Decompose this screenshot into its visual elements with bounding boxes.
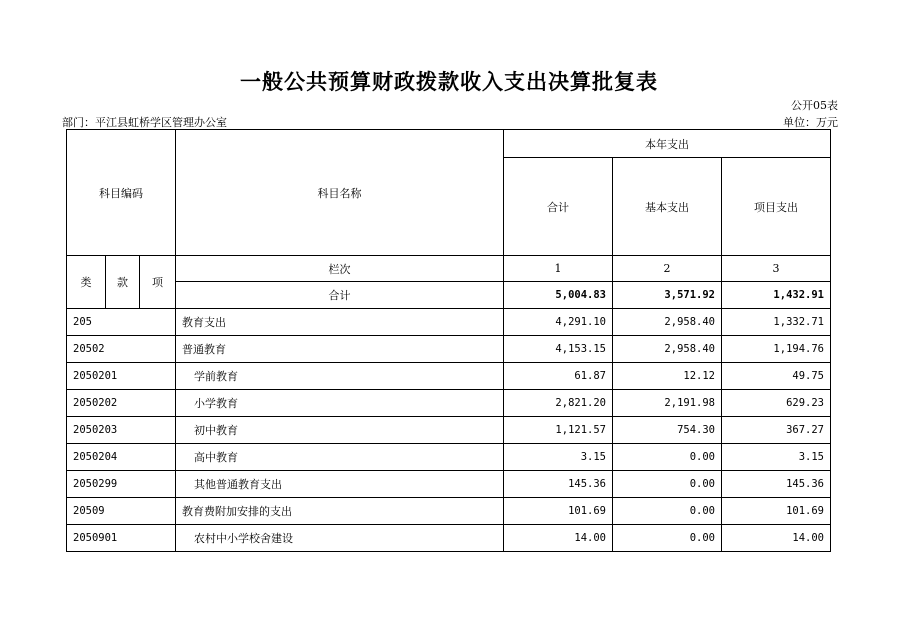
column-number-1: 1 bbox=[504, 256, 613, 282]
row-project: 49.75 bbox=[722, 363, 831, 390]
row-code: 2050203 bbox=[67, 417, 176, 444]
row-project: 145.36 bbox=[722, 471, 831, 498]
header-xiang: 项 bbox=[140, 256, 176, 309]
row-basic: 2,958.40 bbox=[613, 309, 722, 336]
row-basic: 12.12 bbox=[613, 363, 722, 390]
row-basic: 2,191.98 bbox=[613, 390, 722, 417]
row-project: 101.69 bbox=[722, 498, 831, 525]
row-code: 2050204 bbox=[67, 444, 176, 471]
row-name: 初中教育 bbox=[176, 417, 504, 444]
row-code: 2050202 bbox=[67, 390, 176, 417]
table-row bbox=[67, 498, 831, 525]
row-total: 61.87 bbox=[504, 363, 613, 390]
row-total: 2,821.20 bbox=[504, 390, 613, 417]
table-row bbox=[67, 363, 831, 390]
report-title: 一般公共预算财政拨款收入支出决算批复表 bbox=[240, 69, 658, 94]
row-basic: 754.30 bbox=[613, 417, 722, 444]
row-total: 4,153.15 bbox=[504, 336, 613, 363]
header-column-index: 栏次 bbox=[176, 256, 504, 282]
row-project: 1,332.71 bbox=[722, 309, 831, 336]
row-project: 1,194.76 bbox=[722, 336, 831, 363]
table-row bbox=[67, 309, 831, 336]
row-basic: 0.00 bbox=[613, 471, 722, 498]
row-project: 367.27 bbox=[722, 417, 831, 444]
row-name: 教育费附加安排的支出 bbox=[176, 498, 504, 525]
expense-table bbox=[66, 129, 831, 552]
header-project: 项目支出 bbox=[722, 158, 831, 256]
row-basic: 0.00 bbox=[613, 525, 722, 552]
department-label: 部门：平江县虹桥学区管理办公室 bbox=[62, 116, 227, 129]
row-name: 其他普通教育支出 bbox=[176, 471, 504, 498]
form-number: 公开05表 bbox=[791, 99, 838, 112]
header-year-expense: 本年支出 bbox=[504, 130, 831, 158]
row-name: 农村中小学校舍建设 bbox=[176, 525, 504, 552]
header-total: 合计 bbox=[504, 158, 613, 256]
table-row bbox=[67, 525, 831, 552]
row-name: 教育支出 bbox=[176, 309, 504, 336]
row-name: 普通教育 bbox=[176, 336, 504, 363]
row-total: 4,291.10 bbox=[504, 309, 613, 336]
row-name: 学前教育 bbox=[176, 363, 504, 390]
row-code: 205 bbox=[67, 309, 176, 336]
total-row-label: 合计 bbox=[176, 282, 504, 309]
row-code: 2050901 bbox=[67, 525, 176, 552]
row-project: 3.15 bbox=[722, 444, 831, 471]
unit-label: 单位：万元 bbox=[783, 116, 838, 129]
row-project: 14.00 bbox=[722, 525, 831, 552]
total-row-project: 1,432.91 bbox=[722, 282, 831, 309]
table-row bbox=[67, 417, 831, 444]
table-row bbox=[67, 336, 831, 363]
row-name: 高中教育 bbox=[176, 444, 504, 471]
header-code-group: 科目编码 bbox=[67, 130, 176, 256]
row-code: 20502 bbox=[67, 336, 176, 363]
row-code: 20509 bbox=[67, 498, 176, 525]
total-row-total: 5,004.83 bbox=[504, 282, 613, 309]
row-project: 629.23 bbox=[722, 390, 831, 417]
table-row bbox=[67, 444, 831, 471]
row-name: 小学教育 bbox=[176, 390, 504, 417]
table-body bbox=[67, 309, 831, 552]
row-basic: 0.00 bbox=[613, 444, 722, 471]
row-total: 14.00 bbox=[504, 525, 613, 552]
header-kuan: 款 bbox=[106, 256, 140, 309]
column-number-2: 2 bbox=[613, 256, 722, 282]
header-subject-name: 科目名称 bbox=[176, 130, 504, 256]
row-total: 3.15 bbox=[504, 444, 613, 471]
column-number-3: 3 bbox=[722, 256, 831, 282]
table-row bbox=[67, 390, 831, 417]
row-total: 145.36 bbox=[504, 471, 613, 498]
row-total: 1,121.57 bbox=[504, 417, 613, 444]
row-total: 101.69 bbox=[504, 498, 613, 525]
header-basic: 基本支出 bbox=[613, 158, 722, 256]
table-row bbox=[67, 471, 831, 498]
row-code: 2050299 bbox=[67, 471, 176, 498]
header-lei: 类 bbox=[67, 256, 106, 309]
row-code: 2050201 bbox=[67, 363, 176, 390]
row-basic: 0.00 bbox=[613, 498, 722, 525]
row-basic: 2,958.40 bbox=[613, 336, 722, 363]
total-row-basic: 3,571.92 bbox=[613, 282, 722, 309]
